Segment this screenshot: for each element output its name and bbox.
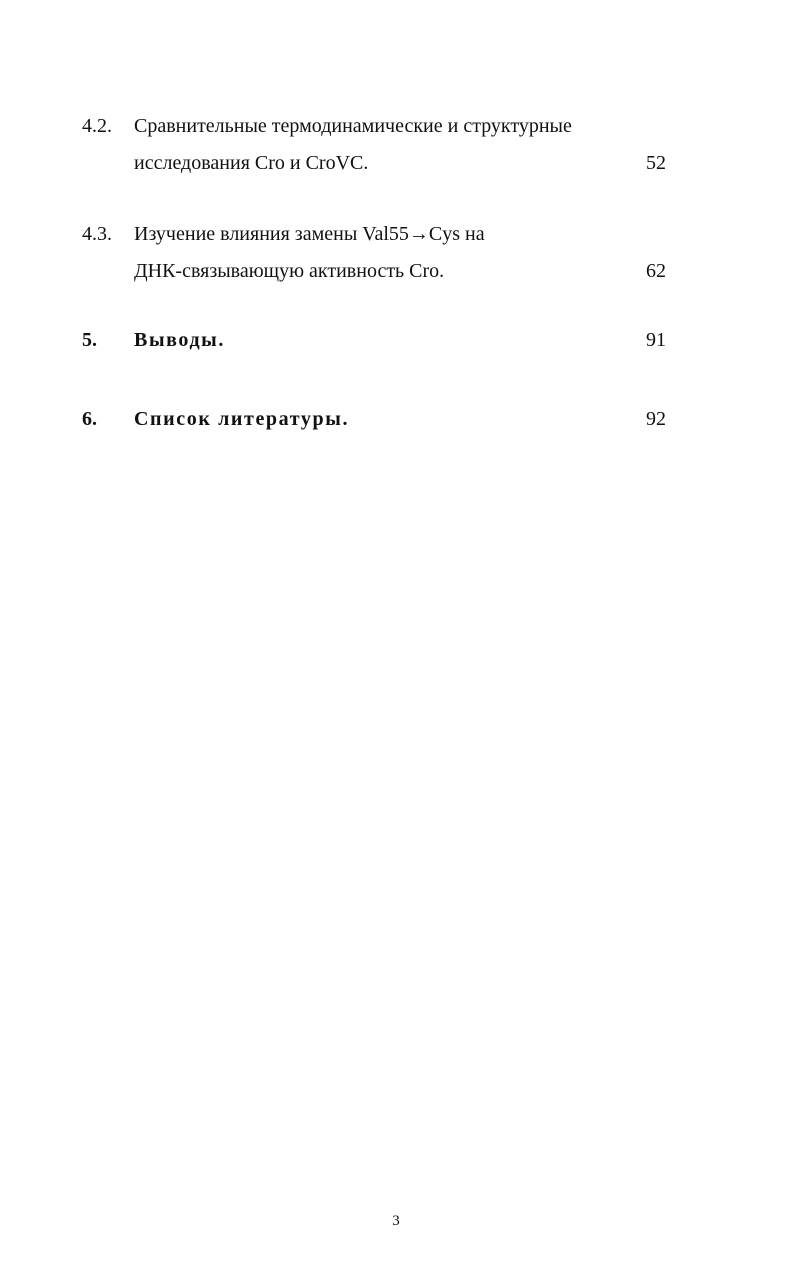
toc-entry-page: 92 bbox=[646, 408, 666, 430]
toc-entry-title-line1: Изучение влияния замены Val55→Cys на bbox=[134, 223, 485, 245]
toc-entry-page: 91 bbox=[646, 329, 666, 351]
page-number-footer: 3 bbox=[392, 1213, 400, 1229]
toc-entry-number: 6. bbox=[82, 408, 97, 430]
toc-entry-number: 5. bbox=[82, 329, 97, 351]
toc-entry-title: Список литературы. bbox=[134, 408, 350, 430]
toc-entry-title: Выводы. bbox=[134, 329, 225, 351]
toc-entry-title-line2: ДНК-связывающую активность Cro. bbox=[134, 260, 445, 282]
toc-entry-number: 4.2. bbox=[82, 115, 112, 137]
toc-entry-number: 4.3. bbox=[82, 223, 112, 245]
toc-entry-title-line2: исследования Cro и CroVC. bbox=[134, 152, 369, 174]
toc-entry-page: 52 bbox=[646, 152, 666, 174]
toc-entry-page: 62 bbox=[646, 260, 666, 282]
toc-entry-title-line1: Сравнительные термодинамические и структурные bbox=[134, 115, 572, 137]
